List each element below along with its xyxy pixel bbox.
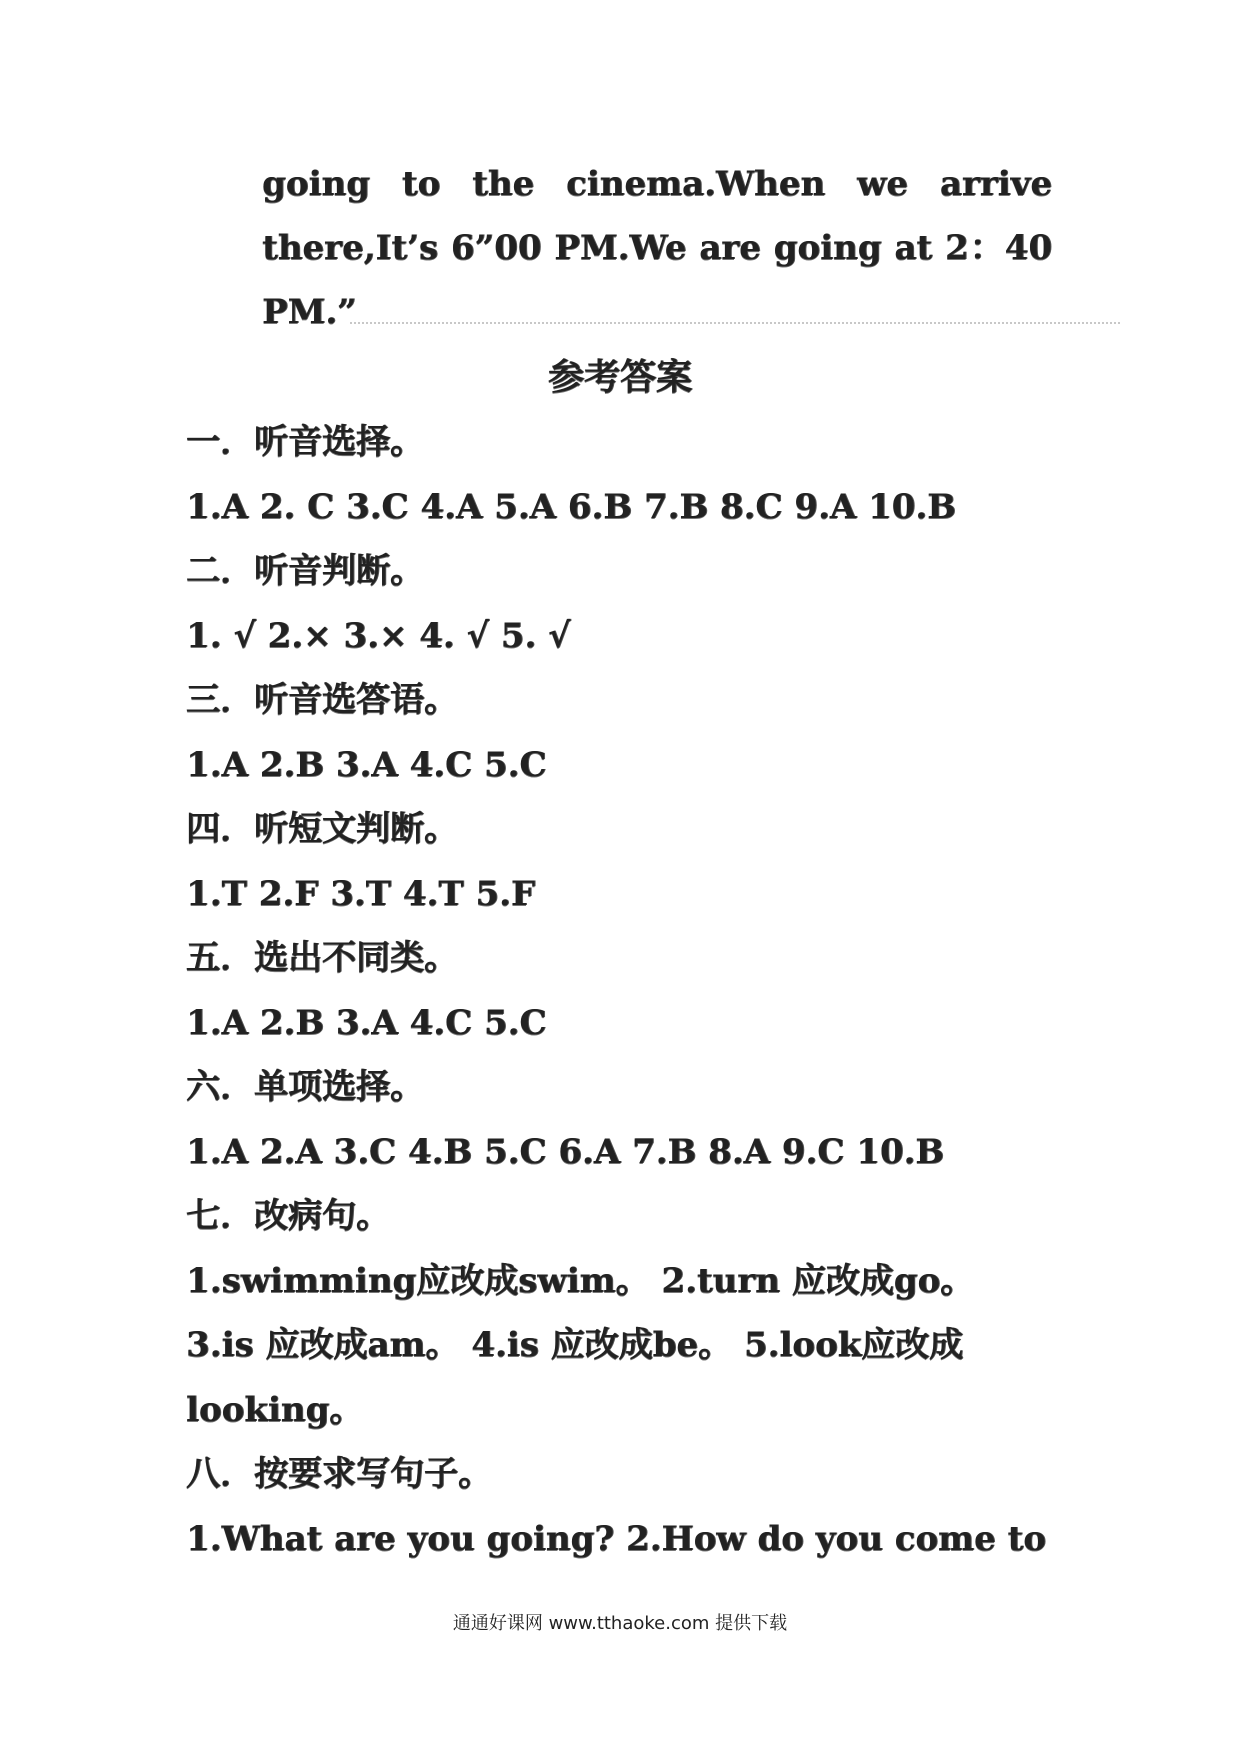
answer-line: 1.What are you going? 2.How do you come to xyxy=(186,1519,1046,1559)
section-heading: 七．改病句。 xyxy=(186,1196,390,1236)
answer-line: looking。 xyxy=(186,1390,364,1430)
continuation-paragraph xyxy=(262,162,1052,334)
answer-line: 1.T 2.F 3.T 4.T 5.F xyxy=(186,874,535,914)
answer-line: 1.A 2.B 3.A 4.C 5.C xyxy=(186,1003,547,1043)
section-heading: 一．听音选择。 xyxy=(186,422,424,462)
answer-line: 1.A 2. C 3.C 4.A 5.A 6.B 7.B 8.C 9.A 10.B xyxy=(186,487,956,527)
continuation-line-1: going to the cinema.When we arrive xyxy=(262,164,1052,204)
continuation-line-2: there,It’s 6”00 PM.We are going at 2：40 xyxy=(262,228,1052,268)
answer-line: 1.swimming应改成swim。 2.turn 应改成go。 xyxy=(186,1261,975,1301)
section-heading: 四．听短文判断。 xyxy=(186,809,458,849)
continuation-line-3: PM.” xyxy=(262,292,357,332)
section-heading: 二．听音判断。 xyxy=(186,551,424,591)
answer-line: 1. √ 2.× 3.× 4. √ 5. √ xyxy=(186,616,571,656)
section-heading: 八．按要求写句子。 xyxy=(186,1454,492,1494)
answer-line: 1.A 2.A 3.C 4.B 5.C 6.A 7.B 8.A 9.C 10.B xyxy=(186,1132,945,1172)
section-heading: 六．单项选择。 xyxy=(186,1067,424,1107)
section-heading: 三．听音选答语。 xyxy=(186,680,458,720)
dotted-leader xyxy=(350,322,1120,324)
answer-key-title: 参考答案 xyxy=(547,356,692,398)
answer-line: 3.is 应改成am。 4.is 应改成be。 5.look应改成 xyxy=(186,1325,964,1365)
footer-source-note: 通通好课网 www.tthaoke.com 提供下载 xyxy=(452,1613,788,1634)
answer-line: 1.A 2.B 3.A 4.C 5.C xyxy=(186,745,547,785)
section-heading: 五．选出不同类。 xyxy=(186,938,458,978)
